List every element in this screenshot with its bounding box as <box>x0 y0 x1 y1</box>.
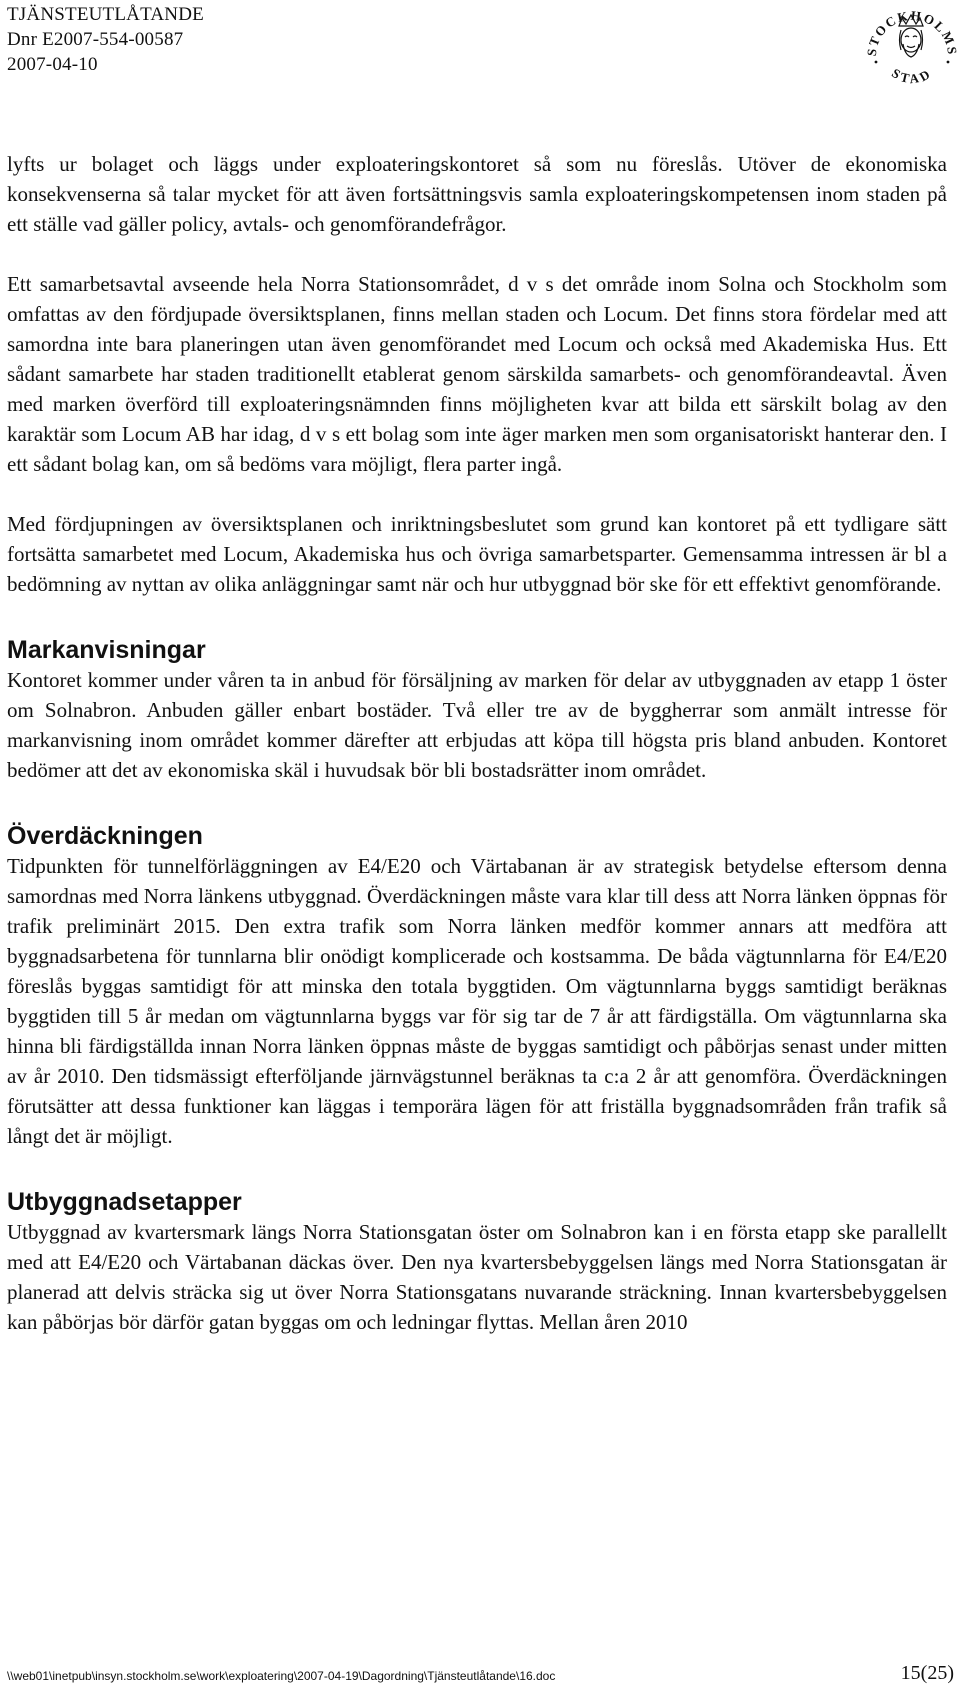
document-footer <box>7 1655 954 1685</box>
paragraph-markanvisningar: Kontoret kommer under våren ta in anbud för försäljning av marken för delar av utbyggnaden av etapp 1 öster om Solnabron. Anbuden gäller enbart bostäder. Två eller tre av de byggherrar som anmält intresse för markanvisning inom området kommer därefter att erbjudas att köpa till högsta pris bland anbuden. Kontoret bedömer att det av ekonomiska skäl i huvudsak bör bli bostadsrätter inom området. <box>7 668 947 782</box>
document-reference: Dnr E2007-554-00587 <box>7 29 184 50</box>
document-date: 2007-04-10 <box>7 54 98 75</box>
document-header <box>7 2 204 77</box>
page-number: 15(25) <box>900 1662 954 1684</box>
seal-head-icon <box>900 28 923 57</box>
paragraph-fordjupning: Med fördjupningen av översiktsplanen och inriktningsbeslutet som grund kan kontoret på ett tydligare sätt fortsätta samarbetet med Locum, Akademiska hus och övriga samarbetsparter. Gemensamma intressen är bl a bedömning av nyttan av olika anläggningar samt när och hur utbyggnad bör ske för ett effektivt genomförande. <box>7 512 947 596</box>
heading-overdackningen: Överdäckningen <box>7 822 203 850</box>
paragraph-utbyggnadsetapper: Utbyggnad av kvartersmark längs Norra Stationsgatan öster om Solnabron kan i en första etapp ske parallellt med att E4/E20 och Värtabanan däckas över. Den nya kvartersbebyggelsen längs med Norra Stationsgatan är planerad att delvis sträcka sig ut över Norra Stationsgatans nuvarande sträckning. Innan kvartersbebyggelsen kan påbörjas bör därför gatan byggas om och ledningar flyttas. Mellan åren 2010 <box>7 1220 947 1334</box>
svg-text:STOCKHOLMS <box>864 8 960 57</box>
paragraph-samarbetsavtal: Ett samarbetsavtal avseende hela Norra Stationsområdet, d v s det område inom Solna och Stockholm som omfattas av den fördjupade översiktsplanen, finns mellan staden och Locum. Det finns stora fördelar med att samordna inte bara planeringen utan även genomförandet med Locum och också med Akademiska Hus. Ett sådant samarbete har staden traditionellt etablerat genom särskilda samarbets- och genomförandeavtal. Även med marken överförd till exploateringsnämnden finns möjligheten kvar att bilda ett särskilt bolag av den karaktär som Locum AB har idag, d v s ett bolag som inte äger marken men som organisatoriskt hanterar den. I ett sådant bolag kan, om så bedöms vara möjligt, flera parter ingå. <box>7 272 947 476</box>
paragraph-overdackningen: Tidpunkten för tunnelförläggningen av E4/E20 och Värtabanan är av strategisk betydelse eftersom denna samordnas med Norra länkens utbyggnad. Överdäckningen måste vara klar till dess att Norra länken öppnas för trafik preliminärt 2015. Den extra trafik som Norra länken medför kommer annars att medföra att byggnadsarbetena för tunnlarna blir onödigt komplicerade och kostsamma. De båda vägtunnlarna för E4/E20 föreslås byggas samtidigt för att minska den totala byggtiden. Om vägtunnlarna byggs samtidigt beräknas byggtiden till 5 år medan om vägtunnlarna byggs var för sig tar de 7 år att färdigställa. Om vägtunnlarna ska hinna bli färdigställda innan Norra länken öppnas måste de byggas samtidigt och påbörjas senast under mitten av år 2010. Den tidsmässigt efterföljande järnvägstunnel beräknas ta c:a 2 år att genomföra. Överdäckningen förutsätter att dessa funktioner kan läggas i temporära lägen för att friställa byggnadsområden från trafik så långt det är möjligt. <box>7 854 947 1148</box>
svg-text:STAD <box>889 65 935 86</box>
paragraph-continued: lyfts ur bolaget och läggs under exploateringskontoret så som nu föreslås. Utöver de ekonomiska konsekvenserna så talar mycket för att även fortsättningsvis samla exploateringskompetensen inom staden på ett ställe vad gäller policy, avtals- och genomförandefrågor. <box>7 152 947 236</box>
seal-bottom-text: STAD <box>889 65 935 87</box>
seal-dots <box>875 61 950 64</box>
file-path: \\web01\inetpub\insyn.stockholm.se\work\exploatering\2007-04-19\Dagordning\Tjänsteutlåtande\16.doc <box>7 1669 556 1683</box>
stockholm-city-seal-logo <box>862 0 960 90</box>
heading-markanvisningar: Markanvisningar <box>7 636 206 664</box>
heading-utbyggnadsetapper: Utbyggnadsetapper <box>7 1188 242 1216</box>
document-body <box>7 149 947 1337</box>
document-type: TJÄNSTEUTLÅTANDE <box>7 4 204 25</box>
seal-top-text: STOCKHOLMS <box>863 7 960 57</box>
